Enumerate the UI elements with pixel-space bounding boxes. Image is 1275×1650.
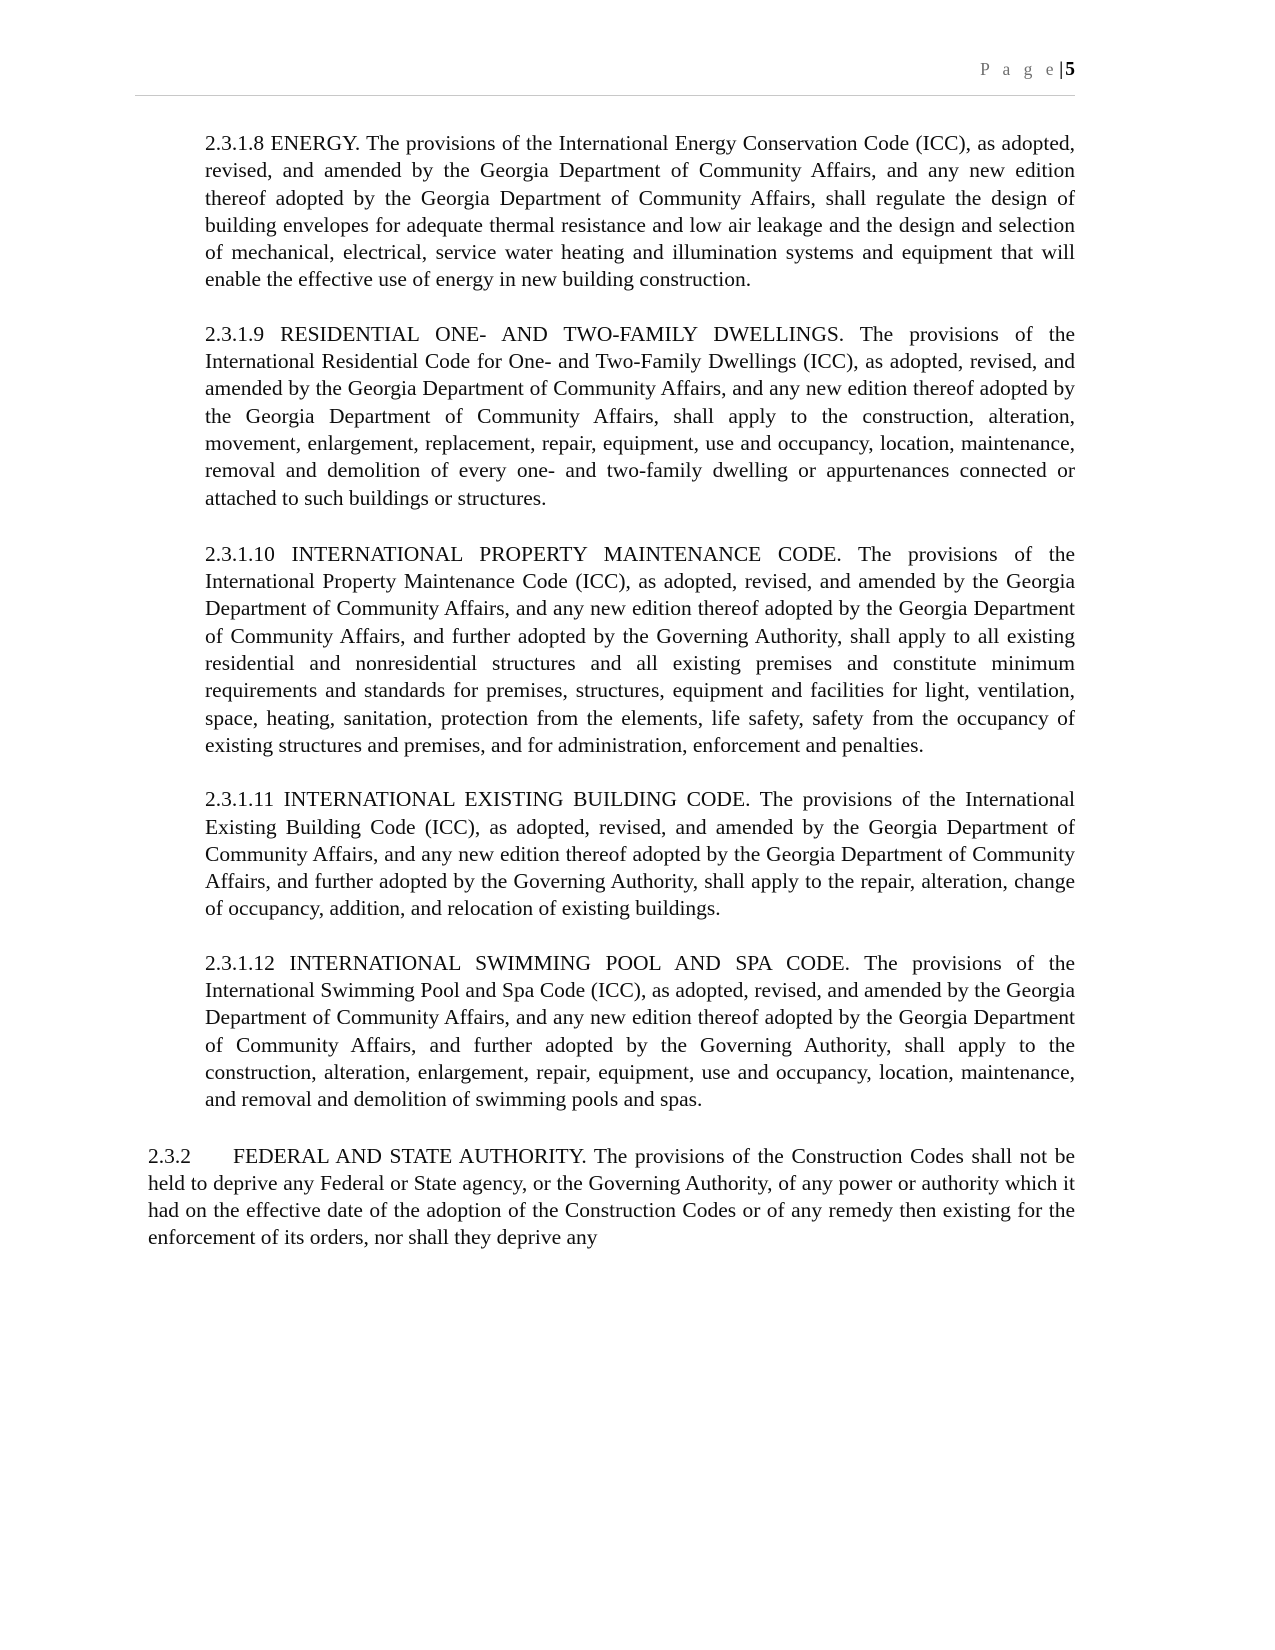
paragraph-spacer <box>148 1114 1075 1143</box>
header-divider-rule <box>135 95 1075 96</box>
page-label: P a g e <box>980 59 1059 79</box>
paragraph-2-3-2-text: FEDERAL AND STATE AUTHORITY. The provisions of the Construction Codes shall not be held to deprive any Federal or State agency, or the Governing Authority, of any power or authority which it had on the effective date of the adoption of the Construction Codes or of any remedy then existing for the enforcement of its orders, nor shall they deprive any <box>148 1143 1075 1250</box>
paragraph-spacer <box>148 923 1075 950</box>
page-separator: | <box>1059 59 1064 80</box>
paragraph-2-3-1-9: 2.3.1.9 RESIDENTIAL ONE- AND TWO-FAMILY DWELLINGS. The provisions of the International Residential Code for One- and Two-Family Dwellings (ICC), as adopted, revised, and amended by the Georgia Department of Community Affairs, and any new edition thereof adopted by the Georgia Department of Community Affairs, shall apply to the construction, alteration, movement, enlargement, replacement, repair, equipment, use and occupancy, location, maintenance, removal and demolition of every one- and two-family dwelling or appurtenances connected or attached to such buildings or structures. <box>205 321 1075 510</box>
paragraph-spacer <box>148 759 1075 786</box>
paragraph-2-3-1-12: 2.3.1.12 INTERNATIONAL SWIMMING POOL AND SPA CODE. The provisions of the International Swimming Pool and Spa Code (ICC), as adopted, revised, and amended by the Georgia Department of Community Affairs, and any new edition thereof adopted by the Georgia Department of Community Affairs, and further adopted by the Governing Authority, shall apply to the construction, alteration, enlargement, repair, equipment, use and occupancy, location, maintenance, and removal and demolition of swimming pools and spas. <box>205 950 1075 1112</box>
page-header <box>135 58 1075 82</box>
paragraph-2-3-2 <box>148 1143 1075 1252</box>
paragraph-spacer <box>148 294 1075 321</box>
section-number-2-3-2: 2.3.2 <box>148 1143 191 1168</box>
paragraph-spacer <box>148 512 1075 541</box>
page-header-text <box>980 58 1075 82</box>
document-body <box>148 130 1075 1252</box>
paragraph-2-3-1-8: 2.3.1.8 ENERGY. The provisions of the International Energy Conservation Code (ICC), as adopted, revised, and amended by the Georgia Department of Community Affairs, and any new edition thereof adopted by the Georgia Department of Community Affairs, shall regulate the design of building envelopes for adequate thermal resistance and low air leakage and the design and selection of mechanical, electrical, service water heating and illumination systems and equipment that will enable the effective use of energy in new building construction. <box>205 131 1075 292</box>
paragraph-2-3-1-11: 2.3.1.11 INTERNATIONAL EXISTING BUILDING CODE. The provisions of the International Existing Building Code (ICC), as adopted, revised, and amended by the Georgia Department of Community Affairs, and any new edition thereof adopted by the Georgia Department of Community Affairs, and further adopted by the Governing Authority, shall apply to the repair, alteration, change of occupancy, addition, and relocation of existing buildings. <box>205 787 1075 921</box>
page-number: 5 <box>1065 59 1075 80</box>
paragraph-2-3-1-10: 2.3.1.10 INTERNATIONAL PROPERTY MAINTENANCE CODE. The provisions of the International Property Maintenance Code (ICC), as adopted, revised, and amended by the Georgia Department of Community Affairs, and any new edition thereof adopted by the Georgia Department of Community Affairs, and further adopted by the Governing Authority, shall apply to all existing residential and nonresidential structures and all existing premises and constitute minimum requirements and standards for premises, structures, equipment and facilities for light, ventilation, space, heating, sanitation, protection from the elements, life safety, safety from the occupancy of existing structures and premises, and for administration, enforcement and penalties. <box>205 541 1075 757</box>
